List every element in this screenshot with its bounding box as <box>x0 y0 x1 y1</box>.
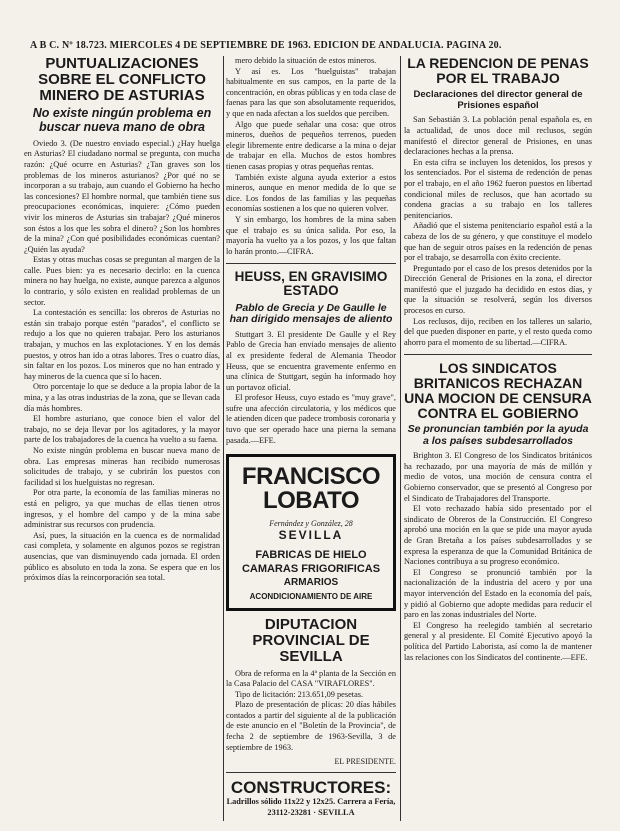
page-header: A B C. Nº 18.723. MIERCOLES 4 DE SEPTIEMBRE DE 1963. EDICION DE ANDALUCIA. PAGINA 20. <box>30 40 502 51</box>
column-left <box>24 56 220 823</box>
paragraph: El Congreso ha reelegido también al secretario general y al presidente. El Comité Ejecutivo apoyó la política del Partido Laborista, así como la de mantener las relaciones con los Sindicatos del continente.—EFE. <box>404 620 592 662</box>
paragraph: También existe alguna ayuda exterior a estos mineros, aunque en menor medida de lo que se dice. Los fondos de las familias y las pequeñas economías sostienen a los que no quieren volver. <box>226 172 396 214</box>
paragraph: Brighton 3. El Congreso de los Sindicatos británicos ha rechazado, por una mayoría de más de millón y medio de votos, una moción de censura contra el Gobierno conservador, que se presentó al Congreso por el Sindicato de Trabajadores del Transporte. <box>404 451 592 503</box>
article-title: LA REDENCION DE PENAS POR EL TRABAJO <box>407 56 589 86</box>
paragraph: Preguntado por el caso de los presos detenidos por la Dirección General de Prisiones en la zona, el director manifestó que el juzgado ha decidido en estos días, y que la situación se resolverá, según los diversos procesos en curso. <box>404 263 592 316</box>
article-title: PUNTUALIZACIONES SOBRE EL CONFLICTO MINERO DE ASTURIAS <box>38 56 206 104</box>
divider <box>226 772 396 773</box>
paragraph: El Congreso se pronunció también por la nacionalización de la industria del acero y por una mayor intervención del Estado en la economía del país, y pidió al Gobierno que adopte medidas para reducir el paro en las zonas industriales del Norte. <box>404 567 592 620</box>
paragraph: Así, pues, la situación en la cuenca es de normalidad casi completa, y solamente en algunos pozos se registran ausencias, que van disminuyendo cada jornada. El orden público es absoluto en toda la zona. Se espera que en los próximos días la reincorporación sea total. <box>24 530 220 583</box>
paragraph: El hombre asturiano, que conoce bien el valor del trabajo, no se deja llevar por los agitadores, y la mayor parte de los trabajadores de la cuenca ha vuelto a su faena. <box>24 414 220 445</box>
paragraph: Otro porcentaje lo que se deduce a la propia labor de la mina, y a las otras industrias de la zona, que se llevan cada día más hombres. <box>24 382 220 413</box>
paragraph: En esta cifra se incluyen los detenidos, los presos y los sentenciados. Por el sistema de redención de penas por el trabajo, en el año 1962 fueron puestos en libertad condicional miles de reclusos, que han acortado su condena gracias a su trabajo en los talleres penitenciarios. <box>404 157 592 220</box>
paragraph: Los reclusos, dijo, reciben en los talleres un salario, del que pueden disponer en parte, y el resto queda como ahorro para el momento de su libertad.—CIFRA. <box>404 316 592 347</box>
paragraph: Obra de reforma en la 4ª planta de la Sección en la Casa Palacio del CASA "VIRAFLORES". <box>226 668 396 689</box>
notice-signature: EL PRESIDENTE. <box>334 757 396 767</box>
column-right <box>404 56 592 823</box>
paragraph: Algo que puede señalar una cosa: que otros mineros, dueños de pequeños terrenos, pueden elegir libremente entre dedicarse a la mina o dejar de trabajar en ella. Muchos de estos hombres tienen casas propias y otras pequeñas rentas. <box>226 119 396 171</box>
paragraph: Plazo de presentación de plicas: 20 días hábiles contados a partir del siguiente al de la publicación de este anuncio en el "Boletín de la Provincia", de fecha 2 de septiembre de 1963-Sevilla, 3 de septiembre de 1963. <box>226 700 396 752</box>
divider <box>226 263 396 264</box>
paragraph: Tipo de licitación: 213.651,09 pesetas. <box>235 689 364 699</box>
article-subtitle: No existe ningún problema en buscar nueva mano de obra <box>32 106 212 134</box>
paragraph: San Sebastián 3. La población penal española es, en la actualidad, de unos doce mil reclusos, según manifestó el director general de Prisiones, en unas declaraciones hechas a la prensa. <box>404 115 592 157</box>
paragraph: El profesor Heuss, cuyo estado es "muy grave", sufre una afección circulatoria, y los médicos que le atienden dicen que padece trombosis coronaria y tuvo que ser operado hace una pierna la semana pasada.—EFE. <box>226 393 396 445</box>
classified-title: CONSTRUCTORES: <box>230 778 392 798</box>
classified-text: Ladrillos sólido 11x22 y 12x25. Carrera a Fería, 23112-23281 · SEVILLA <box>226 797 396 817</box>
paragraph: Estas y otras muchas cosas se preguntan al margen de la calle. Pues bien: ya es necesario decirlo: en la cuenca minera no hay huelga, no existe, aunque parezca a algunos lo contrario, y sólo existen en realidad problemas de un sector. <box>24 255 220 307</box>
ad-city: SEVILLA <box>278 528 344 543</box>
ad-company-name: FRANCISCO LOBATO <box>241 463 381 515</box>
article-subtitle: Declaraciones del director general de Prisiones español <box>413 89 583 112</box>
notice-title: DIPUTACION PROVINCIAL DE SEVILLA <box>252 616 370 665</box>
paragraph: La contestación es sencilla: los obreros de Asturias no están sin trabajo porque estén "parados", el conflicto se redujo a los que no quieren trabajar. Pero los asturianos trabajan, y muchos en las explotaciones. Y en los demás puestos, y otros han ido a otras labores. Tres o cuatro días, sin faltar en los pozos. Los mineros que no han entrado y hay mineros de la cuenca que sí lo hacen. <box>24 308 220 381</box>
paragraph: Por otra parte, la economía de las familias mineras no está en peligro, ya que muchas de ellas tienen otros ingresos, y el hombre del campo y de la mina sabe administrar sus recursos con prudencia. <box>24 488 220 530</box>
paragraph: Y sin embargo, los hombres de la mina saben que el trabajo es su única salida. Por eso, la mayoría ha vuelto ya a los pozos, y los que faltan lo harán pronto.—CIFRA. <box>226 214 396 256</box>
divider <box>404 354 592 355</box>
ad-line: ARMARIOS <box>283 577 339 589</box>
advertisement <box>226 454 396 611</box>
ad-line: FABRICAS DE HIELO <box>255 549 367 562</box>
column-rule <box>400 56 401 821</box>
ad-address: Fernández y González, 28 <box>269 519 353 529</box>
paragraph: Oviedo 3. (De nuestro enviado especial.) ¿Hay huelga en Asturias? El ciudadano normal se pregunta, con mucha razón: ¿Qué ocurre en Asturias? ¿Tan graves son los problemas de los mineros asturianos? ¿Por qué no se incorporan a su trabajo, aun cuando el Gobierno ha hecho las concesiones? El hombre normal, que también tiene sus preocupaciones económicas, inquiere: ¿Cómo pueden vivir los mineros de Asturias sin trabajar? ¿Qué mineros son éstos a los que les sobra el dinero? ¿Son los hombres de la mina? ¿Con qué posibilidades económicas cuentan? ¿Quién las ayuda? <box>24 138 220 254</box>
paragraph: No existe ningún problema en buscar nueva mano de obra. Las empresas mineras han recibido numerosas solicitudes de trabajo, y se cubrirán los puestos con facilidad si los huelguistas no regresan. <box>24 445 220 487</box>
news-title: HEUSS, EN GRAVISIMO ESTADO <box>234 269 388 299</box>
paragraph: Añadió que el sistema penitenciario español está a la cabeza de los de su género, y que constituye el modelo que han de seguir otros países en la redención de penas por el trabajo, se desarrolla con éxito creciente. <box>404 221 592 263</box>
paragraph: El voto rechazado había sido presentado por el sindicato de Obreros de la Construcción. El Congreso aprobó una moción en la que se pide una mayor ayuda de Gran Bretaña a los países subdesarrollados y se expresa la esperanza de que la Comunidad Británica de Naciones contribuya a su progreso económico. <box>404 504 592 567</box>
paragraph: Stuttgart 3. El presidente De Gaulle y el Rey Pablo de Grecia han enviado mensajes de aliento al ex presidente federal de Alemania Theodor Heuss, que se encuentra gravemente enfermo en una clínica de Stuttgart, según ha informado hoy un portavoz oficial. <box>226 329 396 392</box>
news-subtitle: Se pronuncian también por la ayuda a los países subdesarrollados <box>407 423 589 447</box>
paragraph: mero debido la situación de estos mineros. <box>235 56 377 65</box>
paragraph: Y así es. Los "huelguistas" trabajan habitualmente en sus campos, en la parte de la concentración, en obras públicas y en toda clase de faenas para las que son absolutamente requeridos, y que en nada afectan a los sueldos que perciben. <box>226 66 396 118</box>
news-subtitle: Pablo de Grecia y De Gaulle le han dirigido mensajes de aliento <box>229 301 393 326</box>
column-rule <box>223 56 224 821</box>
column-middle <box>226 56 396 823</box>
ad-line: CAMARAS FRIGORIFICAS <box>241 563 381 576</box>
ad-line: ACONDICIONAMIENTO DE AIRE <box>249 592 373 602</box>
news-title: LOS SINDICATOS BRITANICOS RECHAZAN UNA MOCION DE CENSURA CONTRA EL GOBIERNO <box>404 360 592 421</box>
